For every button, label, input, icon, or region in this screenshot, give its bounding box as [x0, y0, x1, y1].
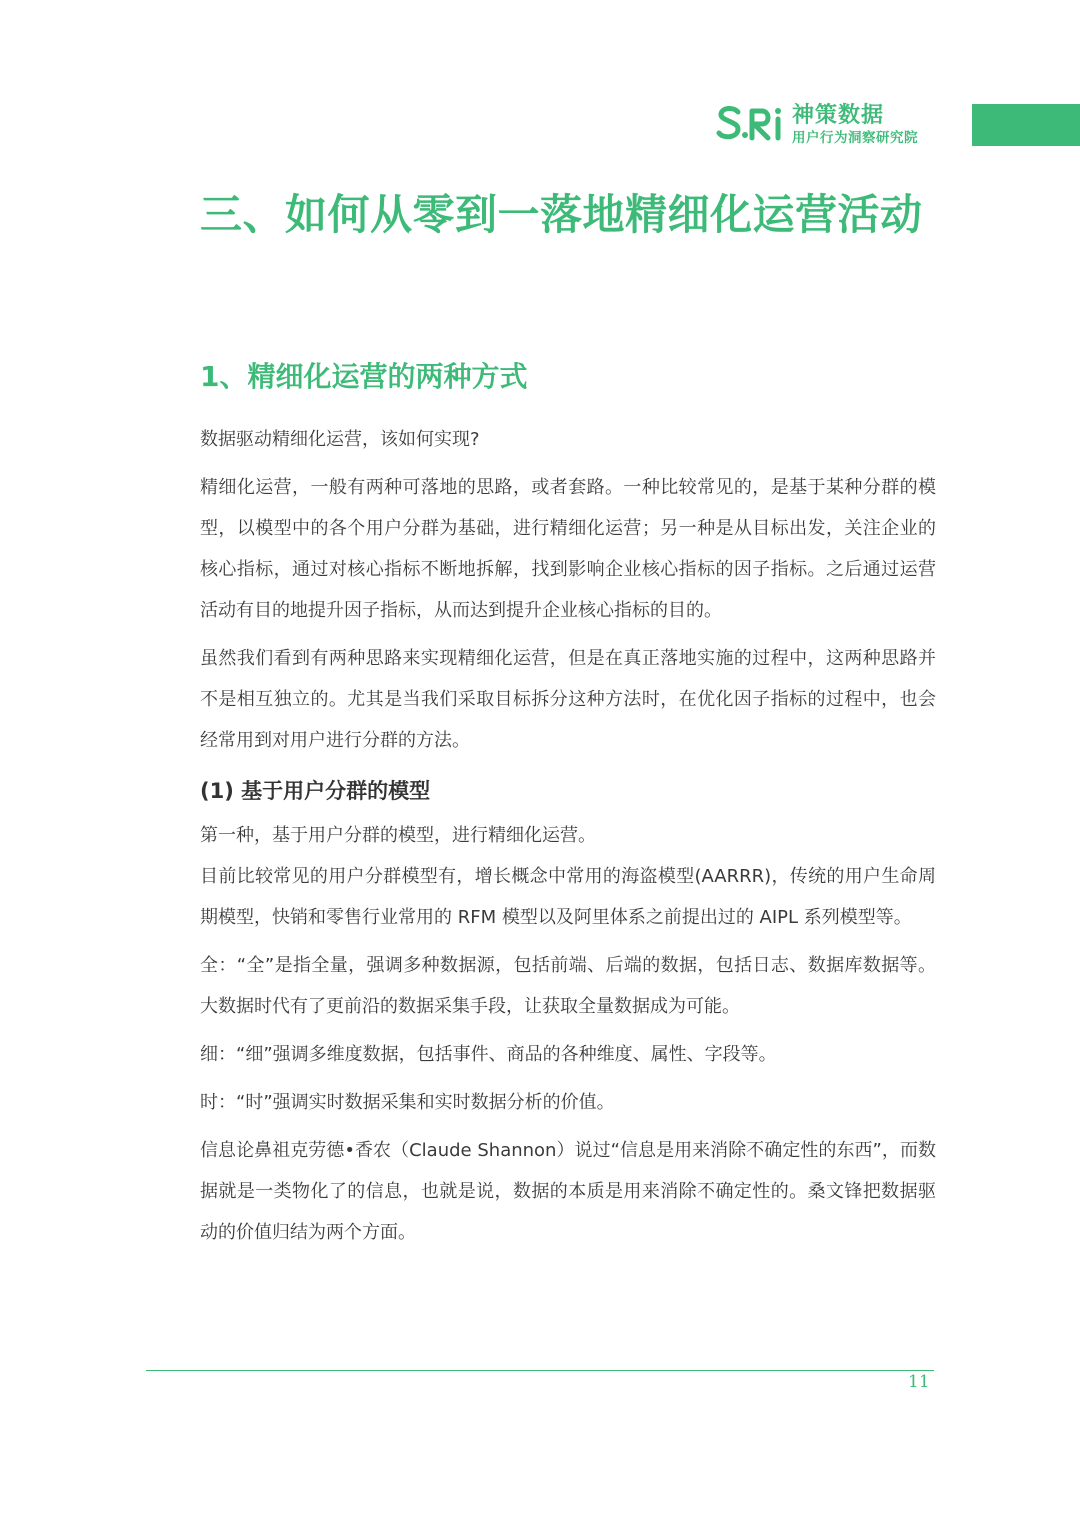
subsection-title: (1) 基于用户分群的模型 [200, 779, 431, 803]
paragraph: 目前比较常见的用户分群模型有，增长概念中常用的海盗模型(AARRR)，传统的用户生命周期模型，快销和零售行业常用的 RFM 模型以及阿里体系之前提出过的 AIPL 系列模型等。 [200, 866, 936, 928]
sri-logo-mark [716, 102, 786, 148]
paragraph: 时：“时”强调实时数据采集和实时数据分析的价值。 [200, 1092, 615, 1113]
brand-name: 神策数据 [792, 102, 885, 128]
section-title: 1、精细化运营的两种方式 [200, 360, 528, 393]
paragraph: 虽然我们看到有两种思路来实现精细化运营，但是在真正落地实施的过程中，这两种思路并不是相互独立的。尤其是当我们采取目标拆分这种方法时，在优化因子指标的过程中，也会经常用到对用户进行分群的方法。 [200, 648, 936, 751]
chapter-title: 三、如何从零到一落地精细化运营活动 [200, 190, 923, 239]
paragraph: 细：“细”强调多维度数据，包括事件、商品的各种维度、属性、字段等。 [200, 1044, 777, 1065]
page-number: 11 [908, 1372, 930, 1392]
brand-logo [716, 101, 918, 149]
paragraph: 全：“全”是指全量，强调多种数据源，包括前端、后端的数据，包括日志、数据库数据等。大数据时代有了更前沿的数据采集手段，让获取全量数据成为可能。 [200, 955, 936, 1017]
header-accent-bar [972, 104, 1080, 146]
footer-divider [146, 1370, 934, 1371]
paragraph: 数据驱动精细化运营，该如何实现? [200, 429, 480, 450]
body-content [200, 419, 936, 1260]
brand-subtitle: 用户行为洞察研究院 [792, 129, 918, 146]
paragraph: 第一种，基于用户分群的模型，进行精细化运营。 [200, 825, 596, 846]
paragraph: 信息论鼻祖克劳德•香农（Claude Shannon）说过“信息是用来消除不确定性的东西”，而数据就是一类物化了的信息，也就是说，数据的本质是用来消除不确定性的。桑文锋把数据驱动的价值归结为两个方面。 [200, 1140, 936, 1243]
paragraph: 精细化运营，一般有两种可落地的思路，或者套路。一种比较常见的，是基于某种分群的模型，以模型中的各个用户分群为基础，进行精细化运营；另一种是从目标出发，关注企业的核心指标，通过对核心指标不断地拆解，找到影响企业核心指标的因子指标。之后通过运营活动有目的地提升因子指标，从而达到提升企业核心指标的目的。 [200, 477, 936, 621]
